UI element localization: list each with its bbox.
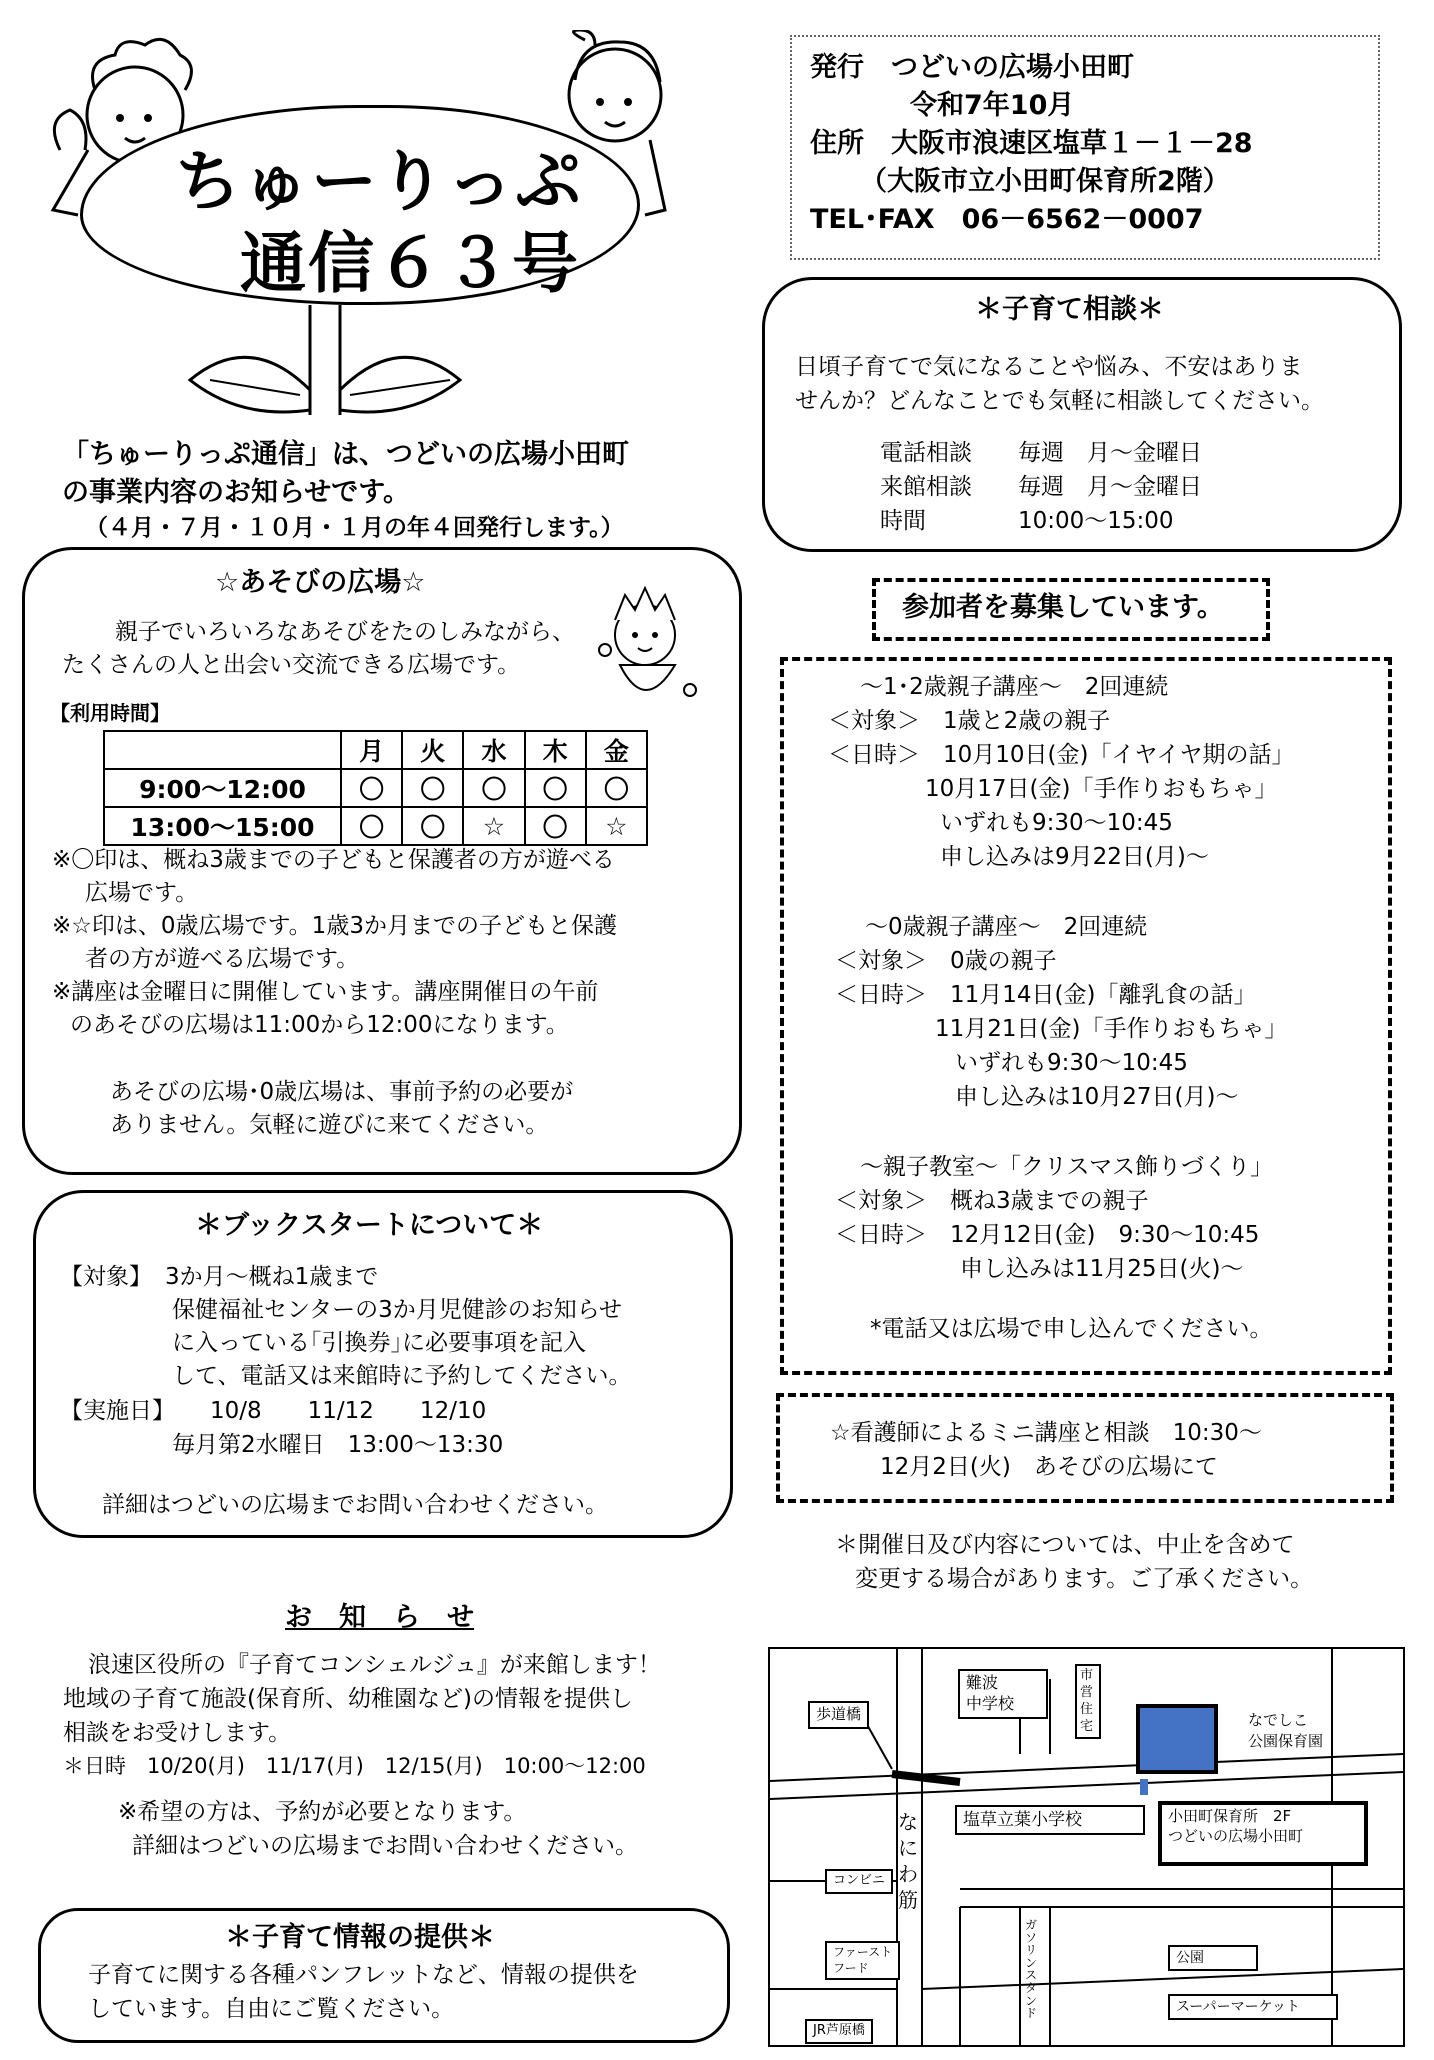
c1-date2: 10月17日(金)「手作りおもちゃ」: [925, 776, 1278, 802]
asobi-desc1: 親子でいろいろなあそびをたのしみながら、: [115, 619, 575, 645]
map-shiei: 市営住宅: [1075, 1664, 1101, 1739]
map-nadeshiko: なでしこ 公園保育園: [1248, 1711, 1324, 1750]
notice-line5: ※希望の方は、予約が必要となります。: [118, 1799, 527, 1825]
publisher-tel: TEL･FAX 06－6562－0007: [810, 204, 1204, 235]
bookstart-date-label: 【実施日】: [60, 1398, 175, 1424]
asobi-note3a: ※講座は金曜日に開催しています。講座開催日の午前: [52, 979, 599, 1005]
notice-line4: ＊日時 10/20(月) 11/17(月) 12/15(月) 10:00～12:00: [63, 1754, 646, 1778]
map-park: 公園: [1168, 1945, 1258, 1971]
map-target-line2: つどいの広場小田町: [1168, 1826, 1304, 1845]
bookstart-dates: 10/8 11/12 12/10: [210, 1398, 487, 1424]
c1-date1: ＜日時＞ 10月10日(金)「イヤイヤ期の話」: [828, 742, 1295, 768]
target-building: [1136, 1704, 1218, 1774]
recruit-title: 参加者を募集しています。: [902, 592, 1224, 623]
nurse-line1: ☆看護師によるミニ講座と相談 10:30～: [830, 1420, 1262, 1446]
info-line2: しています。自由にご覧ください。: [88, 1996, 455, 2022]
map-gasoline: ガソリンスタンド: [1025, 1918, 1038, 2021]
consult-row-label: 時間: [880, 508, 926, 534]
consult-row-label: 来館相談: [880, 474, 972, 500]
mark: 〇: [402, 769, 463, 807]
schedule-table: [103, 730, 648, 846]
map-konbini: コンビニ: [825, 1869, 893, 1894]
notice-line3: 相談をお受けします。: [63, 1720, 292, 1746]
map-namba-jhs: 難波 中学校: [958, 1669, 1048, 1719]
bookstart-title: ＊ブックスタートについて＊: [195, 1210, 544, 1241]
time-slot: 13:00～15:00: [104, 807, 341, 845]
asobi-title: ☆あそびの広場☆: [215, 567, 426, 598]
c3-apply: 申し込みは11月25日(火)～: [960, 1256, 1244, 1282]
consult-title: ＊子育て相談＊: [975, 294, 1164, 325]
c2-date1: ＜日時＞ 11月14日(金)「離乳食の話」: [835, 982, 1257, 1008]
c2-target: ＜対象＞ 0歳の親子: [835, 948, 1057, 974]
c2-date2: 11月21日(金)「手作りおもちゃ」: [935, 1016, 1288, 1042]
map-fastfood: ファースト フード: [825, 1941, 900, 1980]
c1-apply: 申し込みは9月22日(月)～: [940, 844, 1209, 870]
bookstart-target2: 保健福祉センターの3か月児健診のお知らせ: [172, 1297, 623, 1323]
mark: ☆: [586, 807, 647, 845]
c3-date: ＜日時＞ 12月12日(金) 9:30～10:45: [835, 1222, 1260, 1248]
notice-title: お 知 ら せ: [285, 1602, 474, 1633]
time-slot: 9:00～12:00: [104, 769, 341, 807]
day-thu: 木: [525, 731, 586, 769]
day-mon: 月: [341, 731, 402, 769]
mark: 〇: [341, 769, 402, 807]
publisher-address2: （大阪市立小田町保育所2階）: [860, 166, 1230, 197]
day-tue: 火: [402, 731, 463, 769]
c2-apply: 申し込みは10月27日(月)～: [955, 1084, 1239, 1110]
mark: 〇: [341, 807, 402, 845]
info-title: ＊子育て情報の提供＊: [225, 1922, 495, 1953]
bookstart-target4: して、電話又は来館時に予約してください。: [172, 1363, 632, 1389]
bookstart-detail: 詳細はつどいの広場までお問い合わせください。: [102, 1492, 608, 1518]
mark: 〇: [586, 769, 647, 807]
notice-line6: 詳細はつどいの広場までお問い合わせください。: [132, 1833, 638, 1859]
title-line2: 通信６３号: [240, 225, 580, 302]
consult-line1: 日頃子育てで気になることや悩み、不安はありま: [795, 354, 1303, 380]
asobi-hours-label: 【利用時間】: [50, 701, 170, 725]
consult-line2: せんか？どんなことでも気軽に相談してください。: [795, 388, 1324, 414]
intro-line2: の事業内容のお知らせです。: [62, 477, 411, 508]
publisher-address: 住所 大阪市浪速区塩草１－１－28: [810, 128, 1253, 159]
intro-line1: 「ちゅーりっぷ通信」は、つどいの広場小田町: [62, 439, 629, 470]
map-jr: JR芦原橋: [805, 2019, 873, 2044]
change-note-line1: ＊開催日及び内容については、中止を含めて: [835, 1532, 1295, 1558]
consult-row-value: 10:00～15:00: [1018, 508, 1174, 534]
map-super: スーパーマーケット: [1168, 1994, 1338, 2020]
mark: 〇: [402, 807, 463, 845]
bookstart-target3: に入っている｢引換券｣に必要事項を記入: [172, 1330, 586, 1356]
map-shiokusa: 塩草立葉小学校: [955, 1805, 1145, 1835]
mark: 〇: [463, 769, 524, 807]
c3-title: ～親子教室～「クリスマス飾りづくり」: [860, 1154, 1274, 1180]
asobi-note3b: のあそびの広場は11:00から12:00になります。: [70, 1012, 569, 1038]
asobi-note1a: ※〇印は、概ね3歳までの子どもと保護者の方が遊べる: [52, 847, 615, 873]
recruit-note: *電話又は広場で申し込んでください。: [870, 1316, 1273, 1342]
mark: 〇: [525, 769, 586, 807]
notice-line2: 地域の子育て施設(保育所、幼稚園など)の情報を提供し: [63, 1686, 633, 1712]
access-map: [768, 1647, 1405, 2047]
intro-line3: （４月・７月・１０月・１月の年４回発行します。）: [85, 515, 624, 541]
c1-time: いずれも9:30～10:45: [940, 810, 1173, 836]
change-note-line2: 変更する場合があります。ご了承ください。: [855, 1566, 1314, 1592]
asobi-note2a: ※☆印は、0歳広場です。1歳3か月までの子どもと保護: [52, 913, 617, 939]
publisher-line1: 発行 つどいの広場小田町: [810, 52, 1134, 83]
table-row: [104, 807, 647, 845]
day-wed: 水: [463, 731, 524, 769]
c2-title: ～0歳親子講座～ 2回連続: [865, 914, 1148, 940]
info-line1: 子育てに関する各種パンフレットなど、情報の提供を: [88, 1962, 639, 1988]
map-target-line1: 小田町保育所 2F: [1168, 1807, 1292, 1825]
c1-title: ～1･2歳親子講座～ 2回連続: [860, 674, 1169, 700]
day-fri: 金: [586, 731, 647, 769]
bookstart-target1: 3か月～概ね1歳まで: [165, 1264, 379, 1290]
map-target-label: [1158, 1801, 1368, 1866]
mark: 〇: [525, 807, 586, 845]
bookstart-dates2: 毎月第2水曜日 13:00～13:30: [172, 1432, 504, 1458]
map-hodokyo: 歩道橋: [808, 1701, 869, 1729]
consult-row-label: 電話相談: [880, 440, 972, 466]
nurse-line2: 12月2日(火) あそびの広場にて: [880, 1454, 1218, 1480]
bookstart-target-label: 【対象】: [60, 1264, 152, 1290]
consult-row-value: 毎週 月～金曜日: [1018, 474, 1202, 500]
c1-target: ＜対象＞ 1歳と2歳の親子: [828, 708, 1111, 734]
title-line1: ちゅーりっぷ: [175, 143, 583, 220]
consult-row-value: 毎週 月～金曜日: [1018, 440, 1202, 466]
asobi-note2b: 者の方が遊べる広場です。: [85, 946, 360, 972]
table-row: [104, 769, 647, 807]
mark: ☆: [463, 807, 524, 845]
publisher-date: 令和7年10月: [910, 90, 1075, 121]
map-naniwasuji: なにわ筋: [898, 1810, 918, 1912]
asobi-note1b: 広場です。: [85, 880, 199, 906]
c3-target: ＜対象＞ 概ね3歳までの親子: [835, 1188, 1149, 1214]
asobi-free1: あそびの広場･0歳広場は、事前予約の必要が: [110, 1079, 574, 1105]
asobi-desc2: たくさんの人と出会い交流できる広場です。: [62, 652, 521, 678]
c2-time: いずれも9:30～10:45: [955, 1050, 1188, 1076]
asobi-free2: ありません。気軽に遊びに来てください。: [110, 1112, 549, 1138]
notice-line1: 浪速区役所の『子育てコンシェルジュ』が来館します！: [88, 1652, 661, 1678]
